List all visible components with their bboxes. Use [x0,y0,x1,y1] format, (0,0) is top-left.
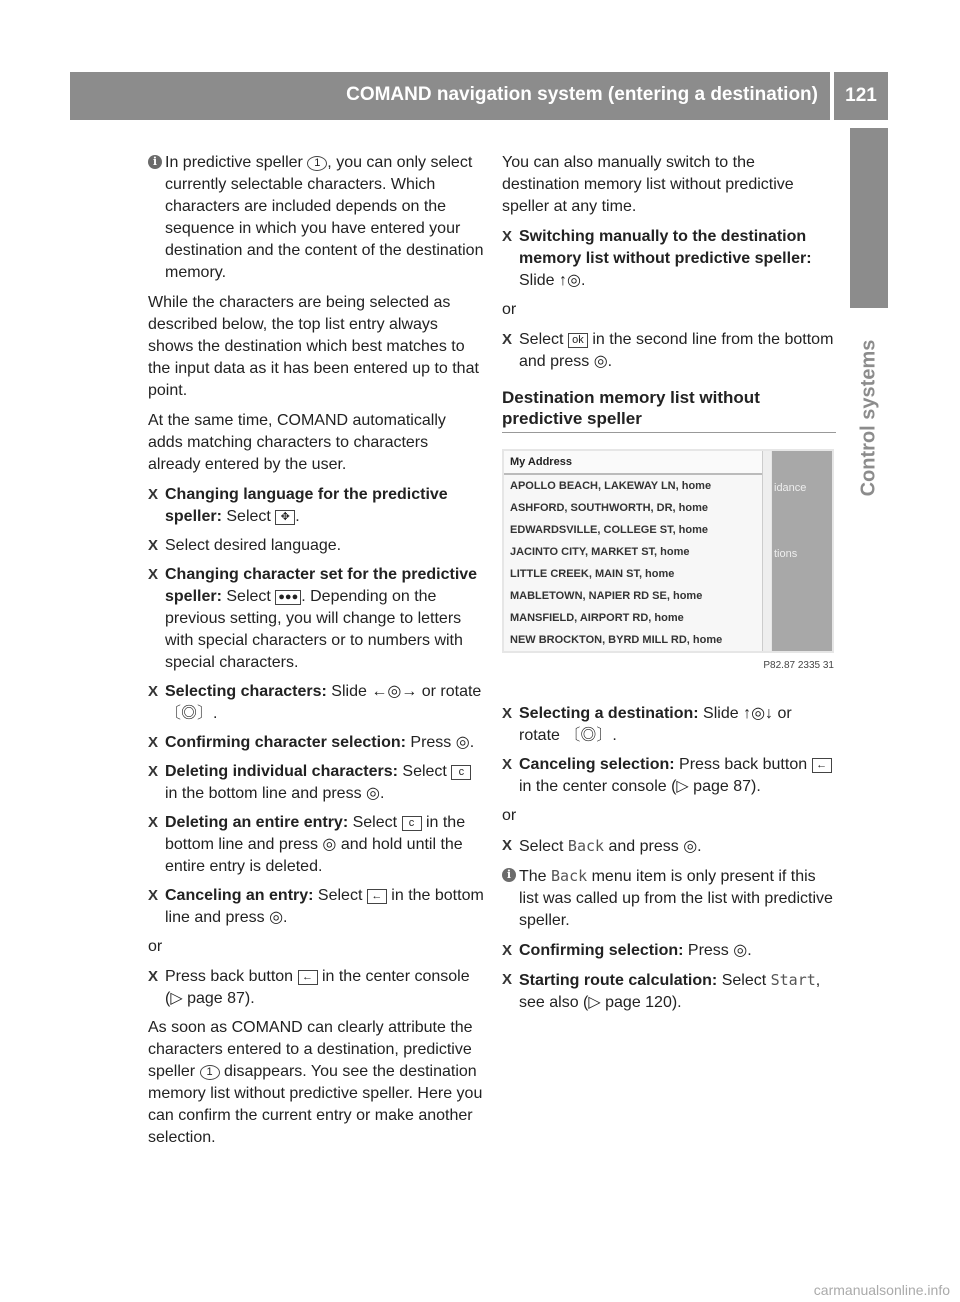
side-tab [850,128,888,308]
back-symbol: ← [367,889,387,904]
screen-image [502,449,834,653]
list-item: EDWARDSVILLE, COLLEGE ST, home [510,524,709,536]
side-label: Control systems [857,339,880,497]
right-column [502,152,836,1021]
list-item: MABLETOWN, NAPIER RD SE, home [510,590,703,602]
or-text: or [148,938,163,955]
ok-symbol: ok [568,333,588,348]
page-number: 121 [834,72,888,120]
step-item: X Canceling an entry: Select ← in the bottom line and press ◎. [148,887,484,926]
delete-symbol: c [451,765,471,780]
callout-symbol: 1 [200,1065,220,1080]
info-icon: i [502,868,516,882]
side-menu [772,451,832,651]
list-header: My Address [504,451,762,475]
delete-symbol: c [402,816,422,831]
paragraph: As soon as COMAND can clearly attribute the characters entered to a destination, predictive speller 1 disappears. You see the destination memory list without predictive speller. Here you can confirm the current entry or make another selection. [148,1019,483,1146]
paragraph: You can also manually switch to the destination memory list without predictive speller at any time. [502,154,794,215]
list-item: ASHFORD, SOUTHWORTH, DR, home [510,502,708,514]
list-item: LITTLE CREEK, MAIN ST, home [510,568,675,580]
section-heading: Destination memory list without predictive speller [502,387,836,433]
step-item: X Confirming selection: Press ◎. [502,942,752,959]
step-item: X Confirming character selection: Press ◎. [148,734,475,751]
watermark: carmanualsonline.info [813,1282,950,1298]
back-symbol: ← [298,970,318,985]
step-item: X Changing language for the predictive speller: Select ✥ . [148,486,448,525]
or-text: or [502,301,517,318]
list-item: JACINTO CITY, MARKET ST, home [510,546,690,558]
list-item: MANSFIELD, AIRPORT RD, home [510,612,684,624]
step-item: X Canceling selection: Press back button ← in the center console (▷ page 87). [502,754,836,798]
step-item: X Changing character set for the predictive speller: Select ●●● . Depending on the previous setting, you will change to letters with special characters or to numbers with special characters. [148,566,478,671]
step-item: X Starting route calculation: Select Start, see also (▷ page 120). [502,971,821,1011]
info-note: i In predictive speller 1 , you can only select currently selectable characters. Which characters are included depends on the sequence in which you have entered your destination and the content of the destination memory. [148,152,484,284]
image-caption: P82.87 2335 31 [763,660,834,671]
scrollbar [762,451,771,651]
step-item: X Select Back and press ◎. [502,837,702,855]
language-symbol: ✥ [275,510,295,525]
destination-list [504,451,762,651]
back-symbol: ← [812,758,832,773]
menu-item: idance [774,482,807,494]
step-item: X Selecting a destination: Slide ↑◎↓ or rotate 〔◎〕. [502,705,792,744]
page-header [70,72,830,120]
info-icon: i [148,155,162,169]
step-item: X Select desired language. [148,537,342,554]
paragraph: While the characters are being selected as described below, the top list entry always shows the destination which best matches to the input data as it has been entered up to that point. [148,294,479,399]
step-item: X Deleting an entire entry: Select c in the bottom line and press ◎ and hold until the entire entry is deleted. [148,814,466,875]
menu-item: tions [774,548,798,560]
callout-symbol: 1 [307,156,327,171]
step-item: X Select ok in the second line from the bottom and press ◎. [502,331,834,370]
step-item: X Selecting characters: Slide ←◎→ or rotate 〔◎〕. [148,683,482,722]
step-item: X Press back button ← in the center console (▷ page 87). [148,968,470,1007]
step-item: X Deleting individual characters: Select c in the bottom line and press ◎. [148,761,484,805]
header-title: COMAND navigation system (entering a destination) [346,84,818,105]
charset-symbol: ●●● [275,590,301,605]
paragraph: At the same time, COMAND automatically adds matching characters to characters already entered by the user. [148,412,446,473]
list-item: APOLLO BEACH, LAKEWAY LN, home [510,480,712,492]
info-note: i The Back menu item is only present if this list was called up from the list with predictive speller. [502,865,836,932]
step-item: X Switching manually to the destination memory list without predictive speller: Slide ↑◎. [502,228,812,289]
or-text: or [502,807,517,824]
list-item: NEW BROCKTON, BYRD MILL RD, home [510,634,723,646]
left-column [148,152,484,1157]
